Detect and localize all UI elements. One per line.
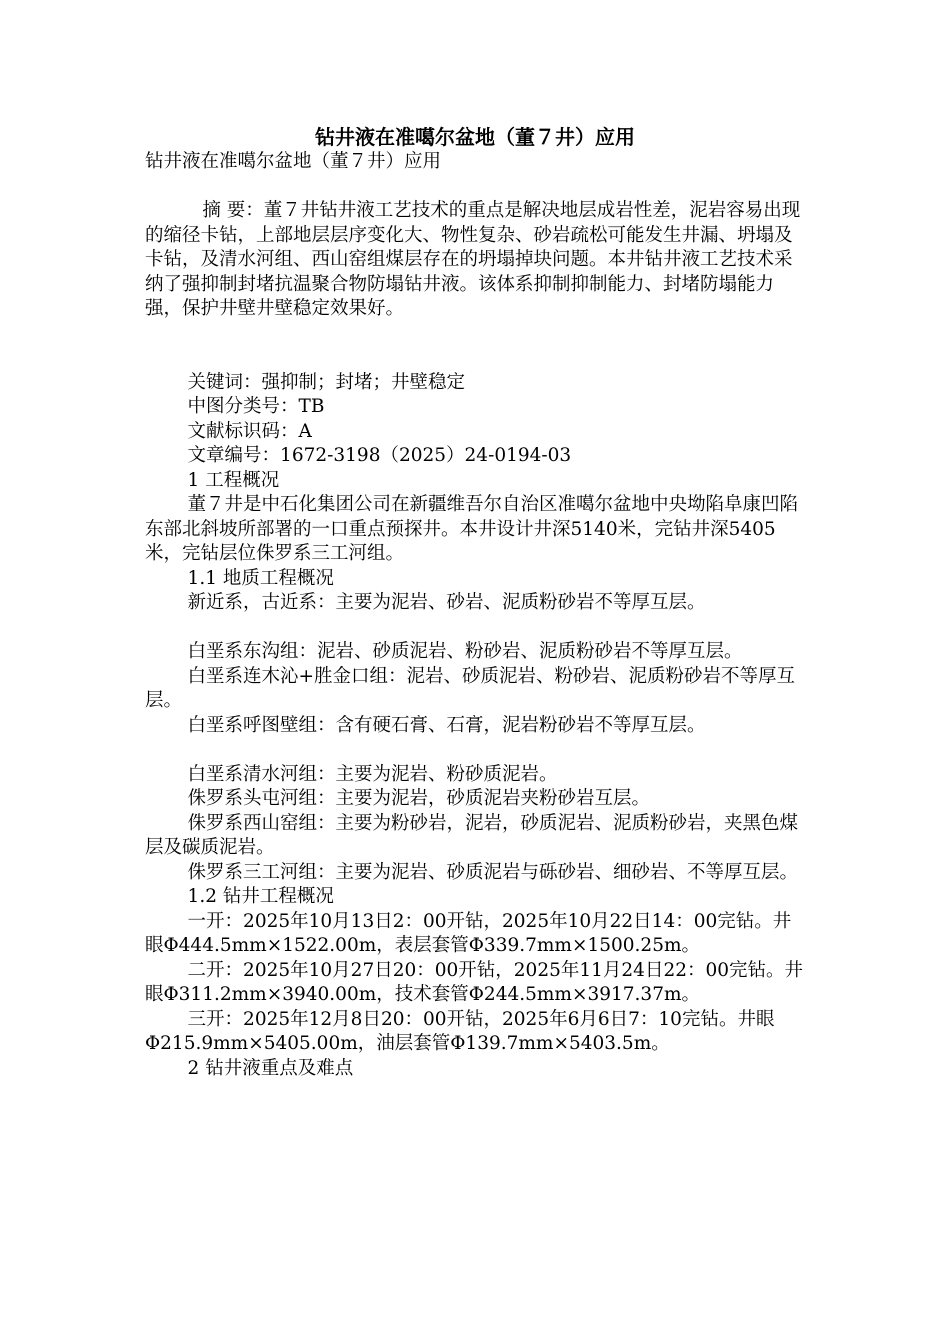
section-1-2-heading: 1.2 钻井工程概况	[187, 886, 334, 907]
document-subtitle: 钻井液在准噶尔盆地（董７井）应用	[145, 151, 442, 172]
geology-paragraph: 侏罗系头屯河组：主要为泥岩，砂质泥岩夹粉砂岩互层。	[187, 788, 651, 809]
drilling-paragraph: 三开：2025年12月8日20：00开钻，2025年6月6日7：10完钻。井眼Φ215.9mm×5405.00m，油层套管Φ139.7mm×5403.5m。	[145, 1008, 775, 1054]
section-1-heading: 1 工程概况	[187, 469, 280, 491]
drilling-paragraph: 二开：2025年10月27日20：00开钻，2025年11月24日22：00完钻。井眼Φ311.2mm×3940.00m，技术套管Φ244.5mm×3917.37m。	[145, 959, 804, 1005]
doc-code-line: 文献标识码：A	[187, 420, 312, 442]
blank-line	[145, 738, 807, 763]
clc-line: 中图分类号：TB	[187, 396, 325, 417]
section-1-paragraph: 董７井是中石化集团公司在新疆维吾尔自治区准噶尔盆地中央坳陷阜康凹陷东部北斜坡所部署的一口重点预探井。本井设计井深5140米，完钻井深5405米，完钻层位侏罗系三工河组。	[145, 494, 799, 564]
geology-paragraph: 白垩系呼图壁组：含有硬石膏、石膏，泥岩粉砂岩不等厚互层。	[187, 714, 706, 736]
keywords-line: 关键词：强抑制；封堵；井壁稳定	[187, 371, 466, 393]
section-1-1-heading: 1.1 地质工程概况	[187, 567, 334, 589]
geology-paragraph: 新近系，古近系：主要为泥岩、砂岩、泥质粉砂岩不等厚互层。	[187, 592, 706, 613]
blank-line	[145, 322, 807, 371]
blank-line	[145, 175, 807, 200]
abstract-paragraph: 摘 要：董７井钻井液工艺技术的重点是解决地层成岩性差，泥岩容易出现的缩径卡钻，上部地层层序变化大、物性复杂、砂岩疏松可能发生井漏、坍塌及卡钻，及清水河组、西山窑组煤层存在的坍塌掉块问题。本井钻井液工艺技术采纳了强抑制封堵抗温聚合物防塌钻井液。该体系抑制抑制能力、封堵防塌能力强，保护井壁井壁稳定效果好。	[145, 200, 801, 319]
document-title: 钻井液在准噶尔盆地（董７井）应用	[315, 125, 635, 149]
geology-paragraph: 白垩系东沟组：泥岩、砂质泥岩、粉砂岩、泥质粉砂岩不等厚互层。	[187, 641, 743, 662]
blank-line	[145, 616, 807, 641]
geology-paragraph: 白垩系清水河组：主要为泥岩、粉砂质泥岩。	[187, 763, 558, 785]
drilling-paragraph: 一开：2025年10月13日2：00开钻，2025年10月22日14：00完钻。井眼Φ444.5mm×1522.00m，表层套管Φ339.7mm×1500.25m。	[145, 910, 792, 956]
geology-paragraph: 侏罗系三工河组：主要为泥岩、砂质泥岩与砾砂岩、细砂岩、不等厚互层。	[187, 861, 799, 883]
section-2-heading: 2 钻井液重点及难点	[187, 1057, 354, 1079]
document-body	[145, 150, 807, 1081]
article-number-line: 文章编号：1672-3198（2025）24-0194-03	[187, 445, 572, 466]
geology-paragraph: 侏罗系西山窑组：主要为粉砂岩，泥岩，砂质泥岩、泥质粉砂岩，夹黑色煤层及碳质泥岩。	[145, 812, 799, 858]
geology-paragraph: 白垩系连木沁+胜金口组：泥岩、砂质泥岩、粉砂岩、泥质粉砂岩不等厚互层。	[145, 665, 796, 711]
